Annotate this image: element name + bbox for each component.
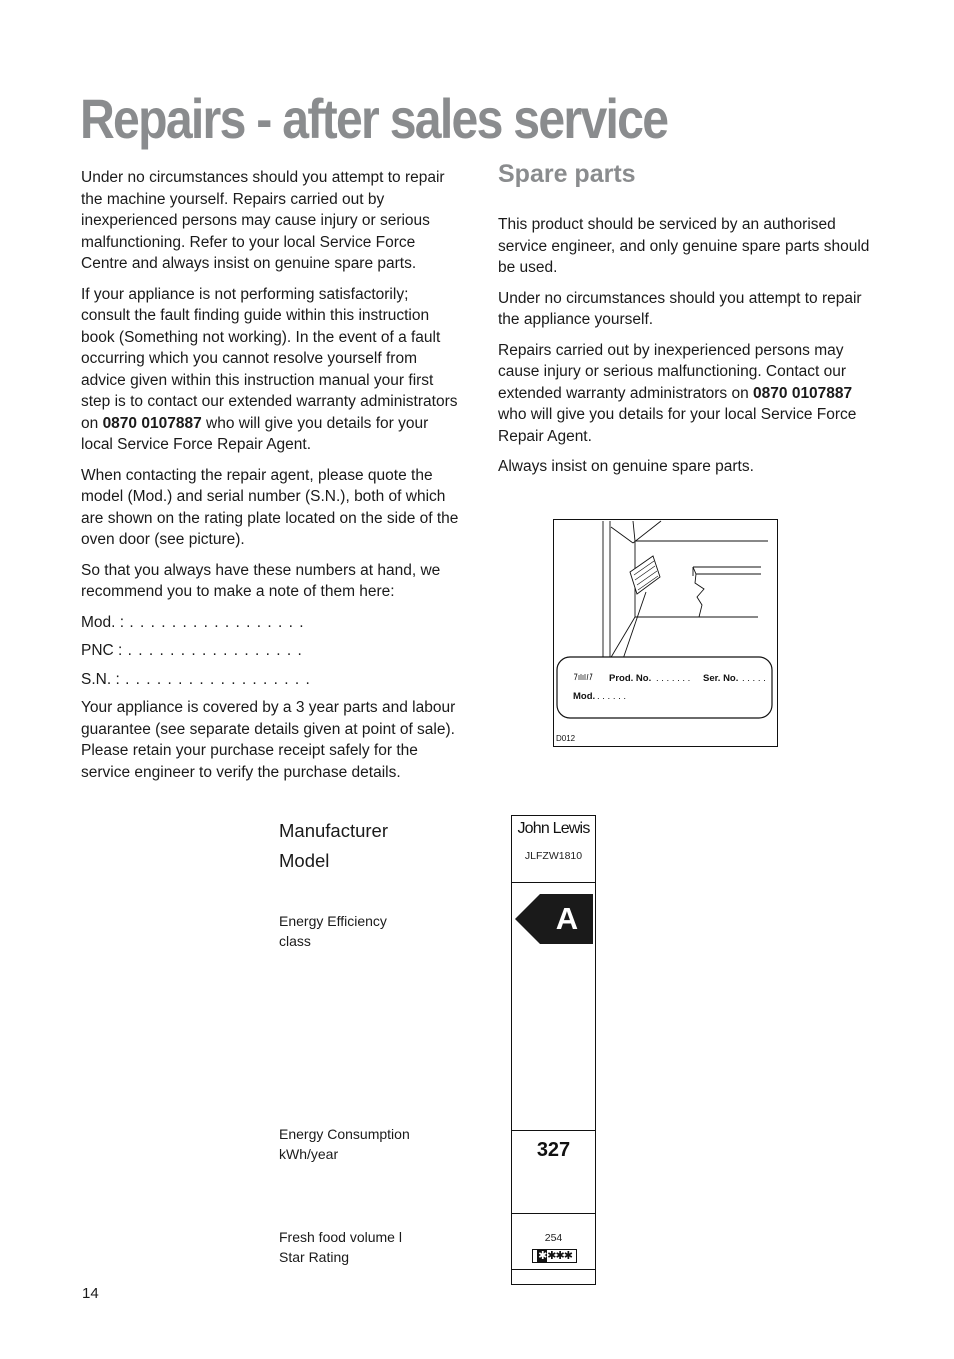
left-column xyxy=(81,167,461,792)
note-paragraph: So that you always have these numbers at hand, we recommend you to make a note of them here: xyxy=(81,561,441,600)
consumption-value: 327 xyxy=(536,1139,571,1161)
model-label: Model xyxy=(279,850,330,871)
contact-paragraph: When contacting the repair agent, please quote the model (Mod.) and serial number (S.N.), both of which are shown on the rating plate located on the side of the oven door (see picture). xyxy=(81,466,459,548)
plate-mod-dots: . . . . . . xyxy=(597,691,627,702)
volume-value: 254 xyxy=(544,1232,563,1244)
volume-label: Fresh food volume l Star Rating xyxy=(279,1229,402,1265)
no-repair-paragraph: Under no circumstances should you attempt to repair the appliance yourself. xyxy=(498,289,862,328)
brand-name: John Lewis xyxy=(517,820,590,837)
plate-ser-label: Ser. No. xyxy=(703,673,739,684)
service-paragraph: This product should be serviced by an authorised service engineer, and only genuine spare parts should be used. xyxy=(498,216,870,276)
star-rating-icon: ✱✱✱✱ xyxy=(532,1249,577,1263)
efficiency-class-arrow xyxy=(515,894,593,944)
warranty-phone: 0870 0107887 xyxy=(102,414,202,432)
intro-paragraph: Under no circumstances should you attempt to repair the machine yourself. Repairs carried out by inexperienced persons may cause injury or serious malfunctioning. Refer to your local Service Force Centre and always insist on genuine spare parts. xyxy=(81,169,445,272)
warranty-phone-right: 0870 0107887 xyxy=(753,384,853,402)
consumption-label: Energy Consumption kWh/year xyxy=(279,1126,410,1162)
right-column xyxy=(498,214,882,487)
page-number: 14 xyxy=(82,1285,99,1302)
genuine-parts-paragraph: Always insist on genuine spare parts. xyxy=(498,458,754,475)
plate-mod-label: Mod. xyxy=(573,691,596,702)
energy-label-box xyxy=(511,815,596,1285)
guarantee-paragraph: Your appliance is covered by a 3 year parts and labour guarantee (see separate details given at point of sale). Please retain your purchase receipt safely for the service engineer to verify the purchase details. xyxy=(81,699,456,781)
figure-code: D012 xyxy=(556,734,576,743)
plate-ser-dots: . . . . . xyxy=(742,673,766,684)
efficiency-class-value: A xyxy=(555,901,579,936)
plate-prod-label: Prod. No. xyxy=(609,673,652,684)
note-line-sn: S.N. : . . . . . . . . . . . . . . . . . . xyxy=(81,670,311,688)
model-code: JLFZW1810 xyxy=(524,850,583,862)
note-line-mod: Mod. : . . . . . . . . . . . . . . . . . xyxy=(81,613,305,631)
spare-parts-heading: Spare parts xyxy=(498,160,636,188)
note-line-pnc: PNC : . . . . . . . . . . . . . . . . . xyxy=(81,642,303,659)
efficiency-label: Energy Efficiency class xyxy=(279,913,387,949)
fault-paragraph: If your appliance is not performing satisfactorily; consult the fault finding guide within this instruction book (Something not working). In the event of a fault occurring which you cannot resolve yourself from advice given within this instruction manual your first step is to contact our extended warranty administrators on 0870 0107887 who will give you details for your local Service Force Repair Agent. xyxy=(81,285,458,453)
warranty-paragraph: Repairs carried out by inexperienced persons may cause injury or serious malfunctioning. Contact our extended warranty administrators on 0870 0107887 who will give you details for your local Service Force Repair Agent. xyxy=(498,341,857,445)
page-title: Repairs - after sales service xyxy=(80,87,668,150)
plate-prod-dots: . . . . . . . xyxy=(656,673,691,684)
rating-plate-illustration xyxy=(553,519,778,747)
manufacturer-label: Manufacturer xyxy=(279,820,388,841)
